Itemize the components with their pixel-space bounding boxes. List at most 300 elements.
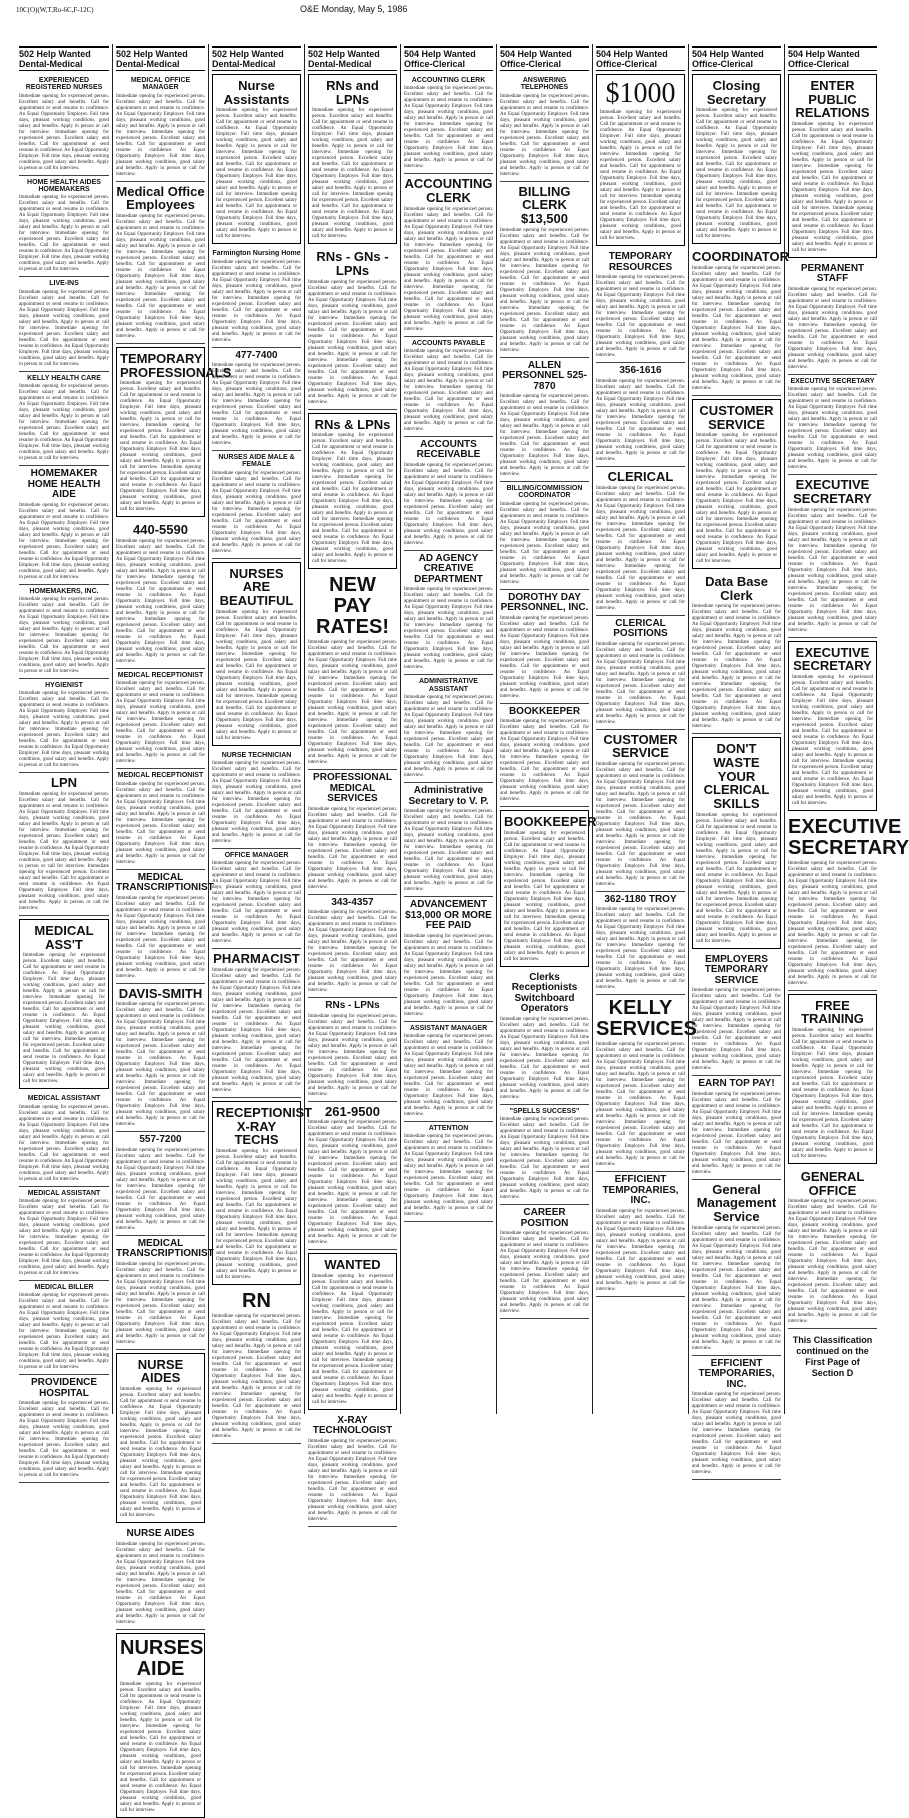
ad-body-text: Immediate opening for experienced person. Excellent salary and benefits. Call for appointment or send resume in confidence. An Equal Opportunity Employer. Full time days, pleasant working conditions, good salary and benefits. Apply in person or call for interview. Immediate opening for experienced person. Excellent salary and benefits. Call for appointment or send resume in confidence. An Equal Opportunity Employer. Full time days, pleasant working conditions, good salary and benefits. Apply in person or call for interview. xyxy=(19,1401,109,1479)
classified-ad xyxy=(308,1102,397,1251)
ad-headline: KELLY HEALTH CARE xyxy=(27,374,101,382)
classified-ad xyxy=(308,1253,397,1410)
page-code: 10C(O)(W,T,Ro-6C,F-12C) xyxy=(16,6,94,14)
classified-ad xyxy=(308,998,397,1102)
classified-ad xyxy=(500,590,589,704)
ad-headline: MEDICAL ASSISTANT xyxy=(27,1189,101,1197)
ad-body-text: Immediate opening for experienced person. Excellent salary and benefits. Call for appointment or send resume in confidence. An Equal Opportunity Employer. Full time days, pleasant working conditions, good salary and benefits. Apply in person or call for interview. Immediate opening for experienced person. Excellent salary and benefits. Call for appointment or send resume in confidence. An Equal Opportunity Employer. Full time days, pleasant working conditions, good salary and benefits. Apply in person or call for interview. Immediate opening for experienced person. Excellent salary and benefits. Call for appointment or send resume in confidence. An Equal Opportunity Employer. Full time days, pleasant working conditions, good salary and benefits. Apply in person or call for interview. xyxy=(596,1042,685,1168)
ad-headline: MEDICAL RECEPTIONIST xyxy=(117,772,204,780)
classified-ad xyxy=(116,1353,205,1523)
ad-body-text: Immediate opening for experienced person. Excellent salary and benefits. Call for appointment or send resume in confidence. An Equal Opportunity Employer. Full time days, pleasant working conditions, good salary and benefits. Apply in person or call for interview. Immediate opening for experienced person. Excellent salary and benefits. Call for appointment or send resume in confidence. An Equal Opportunity Employer. Full time days, pleasant working conditions, good salary and benefits. Apply in person or call for interview. xyxy=(19,1198,109,1276)
classified-ad xyxy=(404,1022,493,1122)
category-label: Help Wanted Office-Clerical xyxy=(692,49,764,69)
category-label: Help Wanted Office-Clerical xyxy=(596,49,668,69)
category-header xyxy=(500,46,589,71)
ad-headline: MEDICAL TRANSCRIPTIONIST xyxy=(116,871,214,894)
classified-ad xyxy=(19,773,109,916)
ad-headline: Administrative Secretary to V. P. xyxy=(408,785,489,807)
ad-headline: BILLING/COMMISSION COORDINATOR xyxy=(506,485,583,500)
ad-body-text: Immediate opening for experienced person. Excellent salary and benefits. Call for appointment or send resume in confidence. An Equal Opportunity Employer. Full time days, pleasant working conditions, good salary and benefits. Apply in person or call for interview. Immediate opening for experienced person. Excellent salary and benefits. Call for appointment or send resume in confidence. An Equal Opportunity Employer. Full time days, pleasant working conditions, good salary and benefits. Apply in person or call for interview. xyxy=(788,387,877,471)
ad-body-text: Immediate opening for experienced person. Excellent salary and benefits. Call for appointment or send resume in confidence. An Equal Opportunity Employer. Full time days, pleasant working conditions, good salary and benefits. Apply in person or call for interview. Immediate opening for experienced person. Excellent salary and benefits. Call for appointment or send resume in confidence. An Equal Opportunity Employer. Full time days, pleasant working conditions, good salary and benefits. Apply in person or call for interview. Immediate opening for experienced person. Excellent salary and benefits. Call for appointment or send resume in confidence. An Equal Opportunity Employer. Full time days, pleasant working conditions, good salary and benefits. Apply in person or call for interview. xyxy=(504,830,585,962)
classified-ad xyxy=(596,730,685,892)
classified-ad xyxy=(404,675,493,783)
ad-body-text: Immediate opening for experienced person. Excellent salary and benefits. Call for appointment or send resume in confidence. An Equal Opportunity Employer. Full time days, pleasant working conditions, good salary and benefits. Apply in person or call for interview. Immediate opening for experienced person. Excellent salary and benefits. Call for appointment or send resume in confidence. An Equal Opportunity Employer. Full time days, pleasant working conditions, good salary and benefits. Apply in person or call for interview. xyxy=(404,809,493,893)
classified-ad xyxy=(500,704,589,808)
ad-headline: 362-1180 TROY xyxy=(604,893,677,905)
ad-headline: COORDINATOR xyxy=(692,249,790,265)
ad-body-text: Immediate opening for experienced person. Excellent salary and benefits. Call for appointment or send resume in confidence. An Equal Opportunity Employer. Full time days, pleasant working conditions, good salary and benefits. Apply in person or call for interview. Immediate opening for experienced person. Excellent salary and benefits. Call for appointment or send resume in confidence. An Equal Opportunity Employer. Full time days, pleasant working conditions, good salary and benefits. Apply in person or call for interview. xyxy=(19,289,109,367)
ad-body-text: Immediate opening for experienced person. Excellent salary and benefits. Call for appointment or send resume in confidence. An Equal Opportunity Employer. Full time days, pleasant working conditions, good salary and benefits. Apply in person or call for interview. Immediate opening for experienced person. Excellent salary and benefits. Call for appointment or send resume in confidence. An Equal Opportunity Employer. Full time days, pleasant working conditions, good salary and benefits. Apply in person or call for interview. xyxy=(404,86,493,170)
classified-columns xyxy=(16,44,909,1813)
classified-ad xyxy=(500,970,589,1105)
ad-body-text: Immediate opening for experienced person. Excellent salary and benefits. Call for appointment or send resume in confidence. An Equal Opportunity Employer. Full time days, pleasant working conditions, good salary and benefits. Apply in person or call for interview. Immediate opening for experienced person. Excellent salary and benefits. Call for appointment or send resume in confidence. An Equal Opportunity Employer. Full time days, pleasant working conditions, good salary and benefits. Apply in person or call for interview. xyxy=(500,501,589,585)
ad-headline: EXECUTIVE SECRETARY xyxy=(793,477,872,506)
ad-body-text: Immediate opening for experienced person. Excellent salary and benefits. Call for appointment or send resume in confidence. An Equal Opportunity Employer. Full time days, pleasant working conditions, good salary and benefits. Apply in person or call for interview. Immediate opening for experienced person. Excellent salary and benefits. Call for appointment or send resume in confidence. An Equal Opportunity Employer. Full time days, pleasant working conditions, good salary and benefits. Apply in person or call for interview. Immediate opening for experienced person. Excellent salary and benefits. Call for appointment or send resume in confidence. An Equal Opportunity Employer. Full time days, pleasant working conditions, good salary and benefits. Apply in person or call for interview. xyxy=(312,1273,393,1405)
ad-headline: NURSES AIDE MALE & FEMALE xyxy=(218,454,295,469)
classified-ad xyxy=(212,348,301,452)
ad-body-text: Immediate opening for experienced person. Excellent salary and benefits. Call for appointment or send resume in confidence. An Equal Opportunity Employer. Full time days, pleasant working conditions, good salary and benefits. Apply in person or call for interview. Immediate opening for experienced person. Excellent salary and benefits. Call for appointment or send resume in confidence. An Equal Opportunity Employer. Full time days, pleasant working conditions, good salary and benefits. Apply in person or call for interview. xyxy=(212,861,301,945)
ad-headline: EXECUTIVE SECRETARY xyxy=(793,644,872,674)
category-label: Help Wanted Office-Clerical xyxy=(404,49,476,69)
category-label: Help Wanted Office-Clerical xyxy=(788,49,860,69)
classified-ad xyxy=(116,984,205,1133)
classified-ad xyxy=(212,749,301,849)
classified-ad xyxy=(596,616,685,730)
ad-body-text: Immediate opening for experienced person. Excellent salary and benefits. Call for appointment or send resume in confidence. An Equal Opportunity Employer. Full time days, pleasant working conditions, good salary and benefits. Apply in person or call for interview. Immediate opening for experienced person. Excellent salary and benefits. Call for appointment or send resume in confidence. An Equal Opportunity Employer. Full time days, pleasant working conditions, good salary and benefits. Apply in person or call for interview. xyxy=(116,1541,205,1625)
classified-ad xyxy=(788,74,877,258)
ad-body-text: Immediate opening for experienced person. Excellent salary and benefits. Call for appointment or send resume in confidence. An Equal Opportunity Employer. Full time days, pleasant working conditions, good salary and benefits. Apply in person or call for interview. Immediate opening for experienced person. Excellent salary and benefits. Call for appointment or send resume in confidence. An Equal Opportunity Employer. Full time days, pleasant working conditions, good salary and benefits. Apply in person or call for interview. xyxy=(19,93,109,171)
classified-ad xyxy=(19,466,109,585)
category-label: Help Wanted Dental-Medical xyxy=(212,49,284,69)
classified-ad xyxy=(116,1526,205,1630)
ad-body-text: Immediate opening for experienced person. Excellent salary and benefits. Call for appointment or send resume in confidence. An Equal Opportunity Employer. Full time days, pleasant working conditions, good salary and benefits. Apply in person or call for interview. Immediate opening for experienced person. Excellent salary and benefits. Call for appointment or send resume in confidence. An Equal Opportunity Employer. Full time days, pleasant working conditions, good salary and benefits. Apply in person or call for interview. xyxy=(596,907,685,991)
ad-headline: "SPELLS SUCCESS" xyxy=(509,1107,580,1115)
ad-body-text: Immediate opening for experienced person. Excellent salary and benefits. Call for appointment or send resume in confidence. An Equal Opportunity Employer. Full time days, pleasant working conditions, good salary and benefits. Apply in person or call for interview. Immediate opening for experienced person. Excellent salary and benefits. Call for appointment or send resume in confidence. An Equal Opportunity Employer. Full time days, pleasant working conditions, good salary and benefits. Apply in person or call for interview. Immediate opening for experienced person. Excellent salary and benefits. Call for appointment or send resume in confidence. An Equal Opportunity Employer. Full time days, pleasant working conditions, good salary and benefits. Apply in person or call for interview. xyxy=(216,108,297,240)
classified-ad xyxy=(19,585,109,679)
ad-headline: ACCOUNTS PAYABLE xyxy=(411,339,486,347)
ad-body-text: Immediate opening for experienced person. Excellent salary and benefits. Call for appointment or send resume in confidence. An Equal Opportunity Employer. Full time days, pleasant working conditions, good salary and benefits. Apply in person or call for interview. Immediate opening for experienced person. Excellent salary and benefits. Call for appointment or send resume in confidence. An Equal Opportunity Employer. Full time days, pleasant working conditions, good salary and benefits. Apply in person or call for interview. xyxy=(116,681,205,765)
ad-headline: EARN TOP PAY! xyxy=(698,1078,775,1090)
classified-ad xyxy=(212,562,301,746)
ad-headline: NURSES AIDE xyxy=(120,1636,204,1680)
classified-ad xyxy=(500,74,589,182)
ad-body-text: Immediate opening for experienced person. Excellent salary and benefits. Call for appointment or send resume in confidence. An Equal Opportunity Employer. Full time days, pleasant working conditions, good salary and benefits. Apply in person or call for interview. Immediate opening for experienced person. Excellent salary and benefits. Call for appointment or send resume in confidence. An Equal Opportunity Employer. Full time days, pleasant working conditions, good salary and benefits. Apply in person or call for interview. xyxy=(19,195,109,273)
classified-ad xyxy=(212,247,301,347)
ad-body-text: Immediate opening for experienced person. Excellent salary and benefits. Call for appointment or send resume in confidence. An Equal Opportunity Employer. Full time days, pleasant working conditions, good salary and benefits. Apply in person or call for interview. Immediate opening for experienced person. Excellent salary and benefits. Call for appointment or send resume in confidence. An Equal Opportunity Employer. Full time days, pleasant working conditions, good salary and benefits. Apply in person or call for interview. xyxy=(19,1293,109,1371)
ad-headline: PERMANENT STAFF xyxy=(800,262,865,285)
ad-headline: CAREER POSITION xyxy=(520,1207,569,1229)
category-header xyxy=(692,46,781,71)
classified-ad xyxy=(212,74,301,244)
classified-ad xyxy=(116,74,205,182)
ad-headline: CLERICAL POSITIONS xyxy=(613,617,668,640)
classified-ad xyxy=(308,413,397,570)
classified-column xyxy=(400,44,496,1414)
classified-ad xyxy=(500,482,589,590)
ad-body-text: Immediate opening for experienced person. Excellent salary and benefits. Call for appointment or send resume in confidence. An Equal Opportunity Employer. Full time days, pleasant working conditions, good salary and benefits. Apply in person or call for interview. Immediate opening for experienced person. Excellent salary and benefits. Call for appointment or send resume in confidence. An Equal Opportunity Employer. Full time days, pleasant working conditions, good salary and benefits. Apply in person or call for interview. Immediate opening for experienced person. Excellent salary and benefits. Call for appointment or send resume in confidence. An Equal Opportunity Employer. Full time days, pleasant working conditions, good salary and benefits. Apply in person or call for interview. xyxy=(308,1120,397,1246)
ad-headline: ADVANCEMENT $13,000 OR MORE FEE PAID xyxy=(405,899,492,932)
classified-ad xyxy=(308,1413,397,1527)
ad-headline: RN xyxy=(242,1289,271,1312)
ad-headline: MEDICAL TRANSCRIPTIONIST xyxy=(116,1237,214,1260)
classified-ad xyxy=(116,1132,205,1236)
ad-headline: MEDICAL ASS'T xyxy=(34,922,94,952)
classified-ad xyxy=(692,74,781,244)
ad-headline: DAVIS-SMITH xyxy=(118,985,203,1001)
ad-headline: BOOKKEEPER xyxy=(504,814,597,830)
ad-headline: MEDICAL BILLER xyxy=(34,1283,94,1291)
ad-body-text: Immediate opening for experienced person. Excellent salary and benefits. Call for appointment or send resume in confidence. An Equal Opportunity Employer. Full time days, pleasant working conditions, good salary and benefits. Apply in person or call for interview. Immediate opening for experienced person. Excellent salary and benefits. Call for appointment or send resume in confidence. An Equal Opportunity Employer. Full time days, pleasant working conditions, good salary and benefits. Apply in person or call for interview. xyxy=(19,691,109,769)
ad-headline: BILLING CLERK $13,500 xyxy=(518,183,571,226)
ad-headline: MEDICAL ASSISTANT xyxy=(27,1095,101,1103)
ad-headline: 477-7400 xyxy=(235,349,278,361)
ad-headline: ADMINISTRATIVE ASSISTANT xyxy=(419,678,478,693)
ad-body-text: Immediate opening for experienced person. Excellent salary and benefits. Call for appointment or send resume in confidence. An Equal Opportunity Employer. Full time days, pleasant working conditions, good salary and benefits. Apply in person or call for interview. Immediate opening for experienced person. Excellent salary and benefits. Call for appointment or send resume in confidence. An Equal Opportunity Employer. Full time days, pleasant working conditions, good salary and benefits. Apply in person or call for interview. xyxy=(308,910,397,994)
ad-body-text: Immediate opening for experienced person. Excellent salary and benefits. Call for appointment or send resume in confidence. An Equal Opportunity Employer. Full time days, pleasant working conditions, good salary and benefits. Apply in person or call for interview. Immediate opening for experienced person. Excellent salary and benefits. Call for appointment or send resume in confidence. An Equal Opportunity Employer. Full time days, pleasant working conditions, good salary and benefits. Apply in person or call for interview. xyxy=(19,384,109,462)
ad-headline: HOME HEALTH AIDES HOMEMAKERS xyxy=(27,178,101,194)
ad-body-text: Immediate opening for experienced person. Excellent salary and benefits. Call for appointment or send resume in confidence. An Equal Opportunity Employer. Full time days, pleasant working conditions, good salary and benefits. Apply in person or call for interview. Immediate opening for experienced person. Excellent salary and benefits. Call for appointment or send resume in confidence. An Equal Opportunity Employer. Full time days, pleasant working conditions, good salary and benefits. Apply in person or call for interview. xyxy=(308,1013,397,1097)
ad-headline: ACCOUNTING CLERK xyxy=(404,176,493,205)
classified-ad xyxy=(308,572,397,770)
ad-body-text: Immediate opening for experienced person. Excellent salary and benefits. Call for appointment or send resume in confidence. An Equal Opportunity Employer. Full time days, pleasant working conditions, good salary and benefits. Apply in person or call for interview. Immediate opening for experienced person. Excellent salary and benefits. Call for appointment or send resume in confidence. An Equal Opportunity Employer. Full time days, pleasant working conditions, good salary and benefits. Apply in person or call for interview. xyxy=(19,596,109,674)
ad-body-text: Immediate opening for experienced person. Excellent salary and benefits. Call for appointment or send resume in confidence. An Equal Opportunity Employer. Full time days, pleasant working conditions, good salary and benefits. Apply in person or call for interview. Immediate opening for experienced person. Excellent salary and benefits. Call for appointment or send resume in confidence. An Equal Opportunity Employer. Full time days, pleasant working conditions, good salary and benefits. Apply in person or call for interview. xyxy=(500,1231,589,1315)
ad-headline: ACCOUNTING CLERK xyxy=(411,77,486,84)
classified-ad xyxy=(404,1122,493,1222)
ad-body-text: Immediate opening for experienced person. Excellent salary and benefits. Call for appointment or send resume in confidence. An Equal Opportunity Employer. Full time days, pleasant working conditions, good salary and benefits. Apply in person or call for interview. Immediate opening for experienced person. Excellent salary and benefits. Call for appointment or send resume in confidence. An Equal Opportunity Employer. Full time days, pleasant working conditions, good salary and benefits. Apply in person or call for interview. xyxy=(500,93,589,177)
continuation-note: This Classification continued on the First Page of Section D xyxy=(792,1335,873,1379)
ad-body-text: Immediate opening for experienced person. Excellent salary and benefits. Call for appointment or send resume in confidence. An Equal Opportunity Employer. Full time days, pleasant working conditions, good salary and benefits. Apply in person or call for interview. Immediate opening for experienced person. Excellent salary and benefits. Call for appointment or send resume in confidence. An Equal Opportunity Employer. Full time days, pleasant working conditions, good salary and benefits. Apply in person or call for interview. Immediate opening for experienced person. Excellent salary and benefits. Call for appointment or send resume in confidence. An Equal Opportunity Employer. Full time days, pleasant working conditions, good salary and benefits. Apply in person or call for interview. xyxy=(696,812,777,944)
ad-body-text: Immediate opening for experienced person. Excellent salary and benefits. Call for appointment or send resume in confidence. An Equal Opportunity Employer. Full time days, pleasant working conditions, good salary and benefits. Apply in person or call for interview. Immediate opening for experienced person. Excellent salary and benefits. Call for appointment or send resume in confidence. An Equal Opportunity Employer. Full time days, pleasant working conditions, good salary and benefits. Apply in person or call for interview. xyxy=(596,641,685,725)
ad-headline: $1000 xyxy=(605,78,676,109)
ad-body-text: Immediate opening for experienced person. Excellent salary and benefits. Call for appointment or send resume in confidence. An Equal Opportunity Employer. Full time days, pleasant working conditions, good salary and benefits. Apply in person or call for interview. Immediate opening for experienced person. Excellent salary and benefits. Call for appointment or send resume in confidence. An Equal Opportunity Employer. Full time days, pleasant working conditions, good salary and benefits. Apply in person or call for interview. xyxy=(788,286,877,370)
ad-headline: 261-9500 xyxy=(325,1103,380,1119)
ad-body-text: Immediate opening for experienced person. Excellent salary and benefits. Call for appointment or send resume in confidence. An Equal Opportunity Employer. Full time days, pleasant working conditions, good salary and benefits. Apply in person or call for interview. Immediate opening for experienced person. Excellent salary and benefits. Call for appointment or send resume in confidence. An Equal Opportunity Employer. Full time days, pleasant working conditions, good salary and benefits. Apply in person or call for interview. xyxy=(404,1034,493,1117)
ad-headline: EXECUTIVE SECRETARY xyxy=(788,815,909,859)
category-label: Help Wanted Dental-Medical xyxy=(116,49,188,69)
ad-body-text: Immediate opening for experienced person. Excellent salary and benefits. Call for appointment or send resume in confidence. An Equal Opportunity Employer. Full time days, pleasant working conditions, good salary and benefits. Apply in person or call for interview. Immediate opening for experienced person. Excellent salary and benefits. Call for appointment or send resume in confidence. An Equal Opportunity Employer. Full time days, pleasant working conditions, good salary and benefits. Apply in person or call for interview. xyxy=(404,1134,493,1218)
ad-body-text: Immediate opening for experienced person. Excellent salary and benefits. Call for appointment or send resume in confidence. An Equal Opportunity Employer. Full time days, pleasant working conditions, good salary and benefits. Apply in person or call for interview. Immediate opening for experienced person. Excellent salary and benefits. Call for appointment or send resume in confidence. An Equal Opportunity Employer. Full time days, pleasant working conditions, good salary and benefits. Apply in person or call for interview. Immediate opening for experienced person. Excellent salary and benefits. Call for appointment or send resume in confidence. An Equal Opportunity Employer. Full time days, pleasant working conditions, good salary and benefits. Apply in person or call for interview. xyxy=(120,1387,201,1518)
classified-ad xyxy=(19,679,109,773)
ad-headline: NURSE AIDES xyxy=(126,1528,195,1539)
ad-headline: Data Base Clerk xyxy=(705,574,768,603)
ad-body-text: Immediate opening for experienced person. Excellent salary and benefits. Call for appointment or send resume in confidence. An Equal Opportunity Employer. Full time days, pleasant working conditions, good salary and benefits. Apply in person or call for interview. Immediate opening for experienced person. Excellent salary and benefits. Call for appointment or send resume in confidence. An Equal Opportunity Employer. Full time days, pleasant working conditions, good salary and benefits. Apply in person or call for interview. Immediate opening for experienced person. Excellent salary and benefits. Call for appointment or send resume in confidence. An Equal Opportunity Employer. Full time days, pleasant working conditions, good salary and benefits. Apply in person or call for interview. xyxy=(308,279,397,405)
ad-body-text: Immediate opening for experienced person. Excellent salary and benefits. Call for appointment or send resume in confidence. An Equal Opportunity Employer. Full time days, pleasant working conditions, good salary and benefits. Apply in person or call for interview. Immediate opening for experienced person. Excellent salary and benefits. Call for appointment or send resume in confidence. An Equal Opportunity Employer. Full time days, pleasant working conditions, good salary and benefits. Apply in person or call for interview. Immediate opening for experienced person. Excellent salary and benefits. Call for appointment or send resume in confidence. An Equal Opportunity Employer. Full time days, pleasant working conditions, good salary and benefits. Apply in person or call for interview. xyxy=(116,213,205,339)
classified-ad xyxy=(500,810,597,967)
ad-headline: ALLEN PERSONNEL 525-7870 xyxy=(502,359,587,392)
ad-headline: NEW PAY RATES! xyxy=(316,574,389,639)
ad-body-text: Immediate opening for experienced person. Excellent salary and benefits. Call for appointment or send resume in confidence. An Equal Opportunity Employer. Full time days, pleasant working conditions, good salary and benefits. Apply in person or call for interview. Immediate opening for experienced person. Excellent salary and benefits. Call for appointment or send resume in confidence. An Equal Opportunity Employer. Full time days, pleasant working conditions, good salary and benefits. Apply in person or call for interview. Immediate opening for experienced person. Excellent salary and benefits. Call for appointment or send resume in confidence. An Equal Opportunity Employer. Full time days, pleasant working conditions, good salary and benefits. Apply in person or call for interview. xyxy=(116,538,205,664)
classified-ad xyxy=(788,641,877,811)
ad-headline: CUSTOMER SERVICE xyxy=(603,731,678,761)
category-header xyxy=(404,46,493,71)
ad-body-text: Immediate opening for experienced person. Excellent salary and benefits. Call for appointment or send resume in confidence. An Equal Opportunity Employer. Full time days, pleasant working conditions, good salary and benefits. Apply in person or call for interview. Immediate opening for experienced person. Excellent salary and benefits. Call for appointment or send resume in confidence. An Equal Opportunity Employer. Full time days, pleasant working conditions, good salary and benefits. Apply in person or call for interview. Immediate opening for experienced person. Excellent salary and benefits. Call for appointment or send resume in confidence. An Equal Opportunity Employer. Full time days, pleasant working conditions, good salary and benefits. Apply in person or call for interview. xyxy=(692,1225,781,1351)
ad-headline: DOROTHY DAY PERSONNEL, INC. xyxy=(500,591,589,614)
classified-ad xyxy=(212,451,301,559)
classified-ad xyxy=(19,372,109,466)
classified-ad xyxy=(404,783,493,897)
ad-body-text: Immediate opening for experienced person. Excellent salary and benefits. Call for appointment or send resume in confidence. An Equal Opportunity Employer. Full time days, pleasant working conditions, good salary and benefits. Apply in person or call for interview. Immediate opening for experienced person. Excellent salary and benefits. Call for appointment or send resume in confidence. An Equal Opportunity Employer. Full time days, pleasant working conditions, good salary and benefits. Apply in person or call for interview. xyxy=(404,587,493,671)
classified-ad xyxy=(404,174,493,336)
ad-headline: RNs & LPNs xyxy=(314,416,391,432)
ad-headline: Closing Secretary xyxy=(706,78,767,107)
ad-headline: Medical Office Employees xyxy=(116,183,205,213)
classified-ad xyxy=(116,182,205,344)
ad-headline: PHARMACIST xyxy=(213,951,300,967)
ad-headline: EXECUTIVE SECRETARY xyxy=(790,377,875,385)
classified-column xyxy=(592,44,697,1414)
ad-body-text: Immediate opening for experienced person. Excellent salary and benefits. Call for appointment or send resume in confidence. An Equal Opportunity Employer. Full time days, pleasant working conditions, good salary and benefits. Apply in person or call for interview. Immediate opening for experienced person. Excellent salary and benefits. Call for appointment or send resume in confidence. An Equal Opportunity Employer. Full time days, pleasant working conditions, good salary and benefits. Apply in person or call for interview. Immediate opening for experienced person. Excellent salary and benefits. Call for appointment or send resume in confidence. An Equal Opportunity Employer. Full time days, pleasant working conditions, good salary and benefits. Apply in person or call for interview. xyxy=(216,1148,297,1280)
category-number: 502 xyxy=(212,49,230,59)
classified-column xyxy=(496,44,597,1414)
classified-column xyxy=(16,44,112,1479)
classified-ad xyxy=(404,337,493,437)
classified-ad xyxy=(116,1236,214,1350)
category-header xyxy=(308,46,397,71)
category-number: 502 xyxy=(308,49,326,59)
classified-ad xyxy=(692,572,781,734)
ad-body-text: Immediate opening for experienced person. Excellent salary and benefits. Call for appointment or send resume in confidence. An Equal Opportunity Employer. Full time days, pleasant working conditions, good salary and benefits. Apply in person or call for interview. Immediate opening for experienced person. Excellent salary and benefits. Call for appointment or send resume in confidence. An Equal Opportunity Employer. Full time days, pleasant working conditions, good salary and benefits. Apply in person or call for interview. Immediate opening for experienced person. Excellent salary and benefits. Call for appointment or send resume in confidence. An Equal Opportunity Employer. Full time days, pleasant working conditions, good salary and benefits. Apply in person or call for interview. xyxy=(788,1199,877,1325)
ad-body-text: Immediate opening for experienced person. Excellent salary and benefits. Call for appointment or send resume in confidence. An Equal Opportunity Employer. Full time days, pleasant working conditions, good salary and benefits. Apply in person or call for interview. Immediate opening for experienced person. Excellent salary and benefits. Call for appointment or send resume in confidence. An Equal Opportunity Employer. Full time days, pleasant working conditions, good salary and benefits. Apply in person or call for interview. Immediate opening for experienced person. Excellent salary and benefits. Call for appointment or send resume in confidence. An Equal Opportunity Employer. Full time days, pleasant working conditions, good salary and benefits. Apply in person or call for interview. xyxy=(596,485,685,611)
ad-headline: NURSES ARE BEAUTIFUL xyxy=(219,565,294,609)
classified-ad xyxy=(692,247,790,396)
ad-body-text: Immediate opening for experienced person. Excellent salary and benefits. Call for appointment or send resume in confidence. An Equal Opportunity Employer. Full time days, pleasant working conditions, good salary and benefits. Apply in person or call for interview. Immediate opening for experienced person. Excellent salary and benefits. Call for appointment or send resume in confidence. An Equal Opportunity Employer. Full time days, pleasant working conditions, good salary and benefits. Apply in person or call for interview. xyxy=(404,695,493,779)
ad-body-text: Immediate opening for experienced person. Excellent salary and benefits. Call for appointment or send resume in confidence. An Equal Opportunity Employer. Full time days, pleasant working conditions, good salary and benefits. Apply in person or call for interview. Immediate opening for experienced person. Excellent salary and benefits. Call for appointment or send resume in confidence. An Equal Opportunity Employer. Full time days, pleasant working conditions, good salary and benefits. Apply in person or call for interview. Immediate opening for experienced person. Excellent salary and benefits. Call for appointment or send resume in confidence. An Equal Opportunity Employer. Full time days, pleasant working conditions, good salary and benefits. Apply in person or call for interview. xyxy=(120,1681,201,1813)
category-number: 502 xyxy=(19,49,37,59)
classified-ad xyxy=(500,1205,589,1319)
ad-headline: NURSE TECHNICIAN xyxy=(221,751,292,759)
ad-body-text: Immediate opening for experienced person. Excellent salary and benefits. Call for appointment or send resume in confidence. An Equal Opportunity Employer. Full time days, pleasant working conditions, good salary and benefits. Apply in person or call for interview. Immediate opening for experienced person. Excellent salary and benefits. Call for appointment or send resume in confidence. An Equal Opportunity Employer. Full time days, pleasant working conditions, good salary and benefits. Apply in person or call for interview. xyxy=(692,1392,781,1476)
classified-ad xyxy=(212,949,301,1098)
classified-ad xyxy=(116,870,214,984)
ad-headline: EFFICIENT TEMPORARIES, INC. xyxy=(698,1357,775,1390)
ad-headline: HOMEMAKER HOME HEALTH AIDE xyxy=(27,468,101,501)
ad-headline: ENTER PUBLIC RELATIONS xyxy=(795,78,870,121)
category-label: Help Wanted Office-Clerical xyxy=(500,49,572,69)
ad-body-text: Immediate opening for experienced person. Excellent salary and benefits. Call for appointment or send resume in confidence. An Equal Opportunity Employer. Full time days, pleasant working conditions, good salary and benefits. Apply in person or call for interview. Immediate opening for experienced person. Excellent salary and benefits. Call for appointment or send resume in confidence. An Equal Opportunity Employer. Full time days, pleasant working conditions, good salary and benefits. Apply in person or call for interview. Immediate opening for experienced person. Excellent salary and benefits. Call for appointment or send resume in confidence. An Equal Opportunity Employer. Full time days, pleasant working conditions, good salary and benefits. Apply in person or call for interview. xyxy=(600,110,681,242)
category-label: Help Wanted Dental-Medical xyxy=(308,49,380,69)
ad-headline: PROFESSIONAL MEDICAL SERVICES xyxy=(313,772,392,805)
ad-headline: KELLY SERVICES xyxy=(596,997,697,1041)
ad-headline: Farmington Nursing Home xyxy=(212,250,301,258)
category-header xyxy=(596,46,685,71)
classified-ad xyxy=(596,892,685,996)
classified-ad xyxy=(19,1092,109,1186)
classified-ad xyxy=(116,669,205,769)
ad-body-text: Immediate opening for experienced person. Excellent salary and benefits. Call for appointment or send resume in confidence. An Equal Opportunity Employer. Full time days, pleasant working conditions, good salary and benefits. Apply in person or call for interview. Immediate opening for experienced person. Excellent salary and benefits. Call for appointment or send resume in confidence. An Equal Opportunity Employer. Full time days, pleasant working conditions, good salary and benefits. Apply in person or call for interview. xyxy=(116,895,205,979)
ad-headline: AD AGENCY CREATIVE DEPARTMENT xyxy=(414,552,483,585)
ad-body-text: Immediate opening for experienced person. Excellent salary and benefits. Call for appointment or send resume in confidence. An Equal Opportunity Employer. Full time days, pleasant working conditions, good salary and benefits. Apply in person or call for interview. Immediate opening for experienced person. Excellent salary and benefits. Call for appointment or send resume in confidence. An Equal Opportunity Employer. Full time days, pleasant working conditions, good salary and benefits. Apply in person or call for interview. xyxy=(404,933,493,1017)
ad-body-text: Immediate opening for experienced person. Excellent salary and benefits. Call for appointment or send resume in confidence. An Equal Opportunity Employer. Full time days, pleasant working conditions, good salary and benefits. Apply in person or call for interview. Immediate opening for experienced person. Excellent salary and benefits. Call for appointment or send resume in confidence. An Equal Opportunity Employer. Full time days, pleasant working conditions, good salary and benefits. Apply in person or call for interview. Immediate opening for experienced person. Excellent salary and benefits. Call for appointment or send resume in confidence. An Equal Opportunity Employer. Full time days, pleasant working conditions, good salary and benefits. Apply in person or call for interview. xyxy=(216,609,297,741)
ad-headline: ACCOUNTS RECEIVABLE xyxy=(416,438,481,461)
classified-ad xyxy=(788,814,909,991)
classified-column xyxy=(208,44,313,1439)
classified-ad xyxy=(212,1288,301,1444)
classified-ad xyxy=(19,277,109,371)
ad-headline: ANSWERING TELEPHONES xyxy=(520,77,569,92)
ad-body-text: Immediate opening for experienced person. Excellent salary and benefits. Call for appointment or send resume in confidence. An Equal Opportunity Employer. Full time days, pleasant working conditions, good salary and benefits. Apply in person or call for interview. Immediate opening for experienced person. Excellent salary and benefits. Call for appointment or send resume in confidence. An Equal Opportunity Employer. Full time days, pleasant working conditions, good salary and benefits. Apply in person or call for interview. Immediate opening for experienced person. Excellent salary and benefits. Call for appointment or send resume in confidence. An Equal Opportunity Employer. Full time days, pleasant working conditions, good salary and benefits. Apply in person or call for interview. xyxy=(500,227,589,353)
classified-ad xyxy=(308,247,397,409)
classified-ad xyxy=(404,897,493,1022)
ad-body-text: Immediate opening for experienced person. Excellent salary and benefits. Call for appointment or send resume in confidence. An Equal Opportunity Employer. Full time days, pleasant working conditions, good salary and benefits. Apply in person or call for interview. Immediate opening for experienced person. Excellent salary and benefits. Call for appointment or send resume in confidence. An Equal Opportunity Employer. Full time days, pleasant working conditions, good salary and benefits. Apply in person or call for interview. Immediate opening for experienced person. Excellent salary and benefits. Call for appointment or send resume in confidence. An Equal Opportunity Employer. Full time days, pleasant working conditions, good salary and benefits. Apply in person or call for interview. xyxy=(23,953,105,1085)
ad-body-text: Immediate opening for experienced person. Excellent salary and benefits. Call for appointment or send resume in confidence. An Equal Opportunity Employer. Full time days, pleasant working conditions, good salary and benefits. Apply in person or call for interview. Immediate opening for experienced person. Excellent salary and benefits. Call for appointment or send resume in confidence. An Equal Opportunity Employer. Full time days, pleasant working conditions, good salary and benefits. Apply in person or call for interview. Immediate opening for experienced person. Excellent salary and benefits. Call for appointment or send resume in confidence. An Equal Opportunity Employer. Full time days, pleasant working conditions, good salary and benefits. Apply in person or call for interview. xyxy=(692,604,781,730)
ad-body-text: Immediate opening for experienced person. Excellent salary and benefits. Call for appointment or send resume in confidence. An Equal Opportunity Employer. Full time days, pleasant working conditions, good salary and benefits. Apply in person or call for interview. Immediate opening for experienced person. Excellent salary and benefits. Call for appointment or send resume in confidence. An Equal Opportunity Employer. Full time days, pleasant working conditions, good salary and benefits. Apply in person or call for interview. Immediate opening for experienced person. Excellent salary and benefits. Call for appointment or send resume in confidence. An Equal Opportunity Employer. Full time days, pleasant working conditions, good salary and benefits. Apply in person or call for interview. xyxy=(788,507,877,633)
classified-ad xyxy=(19,919,109,1089)
classified-ad xyxy=(788,375,877,475)
category-header xyxy=(788,46,877,71)
ad-body-text: Immediate opening for experienced person. Excellent salary and benefits. Call for appointment or send resume in confidence. An Equal Opportunity Employer. Full time days, pleasant working conditions, good salary and benefits. Apply in person or call for interview. Immediate opening for experienced person. Excellent salary and benefits. Call for appointment or send resume in confidence. An Equal Opportunity Employer. Full time days, pleasant working conditions, good salary and benefits. Apply in person or call for interview. Immediate opening for experienced person. Excellent salary and benefits. Call for appointment or send resume in confidence. An Equal Opportunity Employer. Full time days, pleasant working conditions, good salary and benefits. Apply in person or call for interview. xyxy=(116,1002,205,1128)
ad-body-text: Immediate opening for experienced person. Excellent salary and benefits. Call for appointment or send resume in confidence. An Equal Opportunity Employer. Full time days, pleasant working conditions, good salary and benefits. Apply in person or call for interview. Immediate opening for experienced person. Excellent salary and benefits. Call for appointment or send resume in confidence. An Equal Opportunity Employer. Full time days, pleasant working conditions, good salary and benefits. Apply in person or call for interview. Immediate opening for experienced person. Excellent salary and benefits. Call for appointment or send resume in confidence. An Equal Opportunity Employer. Full time days, pleasant working conditions, good salary and benefits. Apply in person or call for interview. xyxy=(120,381,201,513)
ad-body-text: Immediate opening for experienced person. Excellent salary and benefits. Call for appointment or send resume in confidence. An Equal Opportunity Employer. Full time days, pleasant working conditions, good salary and benefits. Apply in person or call for interview. Immediate opening for experienced person. Excellent salary and benefits. Call for appointment or send resume in confidence. An Equal Opportunity Employer. Full time days, pleasant working conditions, good salary and benefits. Apply in person or call for interview. Immediate opening for experienced person. Excellent salary and benefits. Call for appointment or send resume in confidence. An Equal Opportunity Employer. Full time days, pleasant working conditions, good salary and benefits. Apply in person or call for interview. xyxy=(19,791,109,911)
ad-body-text: Immediate opening for experienced person. Excellent salary and benefits. Call for appointment or send resume in confidence. An Equal Opportunity Employer. Full time days, pleasant working conditions, good salary and benefits. Apply in person or call for interview. Immediate opening for experienced person. Excellent salary and benefits. Call for appointment or send resume in confidence. An Equal Opportunity Employer. Full time days, pleasant working conditions, good salary and benefits. Apply in person or call for interview. xyxy=(212,761,301,845)
classified-ad xyxy=(692,1180,781,1356)
classified-ad xyxy=(596,249,685,363)
ad-headline: MEDICAL RECEPTIONIST xyxy=(117,671,204,679)
classified-ad xyxy=(788,994,877,1164)
ad-headline: TEMPORARY PROFESSIONALS xyxy=(120,350,232,380)
ad-body-text: Immediate opening for experienced person. Excellent salary and benefits. Call for appointment or send resume in confidence. An Equal Opportunity Employer. Full time days, pleasant working conditions, good salary and benefits. Apply in person or call for interview. Immediate opening for experienced person. Excellent salary and benefits. Call for appointment or send resume in confidence. An Equal Opportunity Employer. Full time days, pleasant working conditions, good salary and benefits. Apply in person or call for interview. Immediate opening for experienced person. Excellent salary and benefits. Call for appointment or send resume in confidence. An Equal Opportunity Employer. Full time days, pleasant working conditions, good salary and benefits. Apply in person or call for interview. xyxy=(312,108,393,240)
ad-body-text: Immediate opening for experienced person. Excellent salary and benefits. Call for appointment or send resume in confidence. An Equal Opportunity Employer. Full time days, pleasant working conditions, good salary and benefits. Apply in person or call for interview. Immediate opening for experienced person. Excellent salary and benefits. Call for appointment or send resume in confidence. An Equal Opportunity Employer. Full time days, pleasant working conditions, good salary and benefits. Apply in person or call for interview. xyxy=(596,275,685,359)
classified-ad xyxy=(308,895,397,999)
classified-ad xyxy=(116,520,205,669)
classified-ad xyxy=(212,849,301,949)
category-label: Help Wanted Dental-Medical xyxy=(19,49,91,69)
ad-headline: GENERAL OFFICE xyxy=(800,1169,865,1198)
ad-headline: BOOKKEEPER xyxy=(508,705,581,717)
ad-body-text: Immediate opening for experienced person. Excellent salary and benefits. Call for appointment or send resume in confidence. An Equal Opportunity Employer. Full time days, pleasant working conditions, good salary and benefits. Apply in person or call for interview. Immediate opening for experienced person. Excellent salary and benefits. Call for appointment or send resume in confidence. An Equal Opportunity Employer. Full time days, pleasant working conditions, good salary and benefits. Apply in person or call for interview. xyxy=(19,502,109,580)
ad-headline: Clerks Receptionists Switchboard Operators xyxy=(511,971,578,1015)
ad-body-text: Immediate opening for experienced person. Excellent salary and benefits. Call for appointment or send resume in confidence. An Equal Opportunity Employer. Full time days, pleasant working conditions, good salary and benefits. Apply in person or call for interview. Immediate opening for experienced person. Excellent salary and benefits. Call for appointment or send resume in confidence. An Equal Opportunity Employer. Full time days, pleasant working conditions, good salary and benefits. Apply in person or call for interview. xyxy=(404,462,493,546)
page-date-line: O&E Monday, May 5, 1986 xyxy=(300,4,408,14)
classified-ad xyxy=(19,176,109,278)
classified-ad xyxy=(404,551,493,676)
ad-headline: ATTENTION xyxy=(428,1125,469,1132)
ad-headline: EXPERIENCED REGISTERED NURSES xyxy=(25,77,103,92)
ad-headline: RNs - GNs - LPNs xyxy=(316,249,389,278)
ad-headline: WANTED xyxy=(324,1257,381,1273)
category-number: 504 xyxy=(692,49,710,59)
ad-body-text: Immediate opening for experienced person. Excellent salary and benefits. Call for appointment or send resume in confidence. An Equal Opportunity Employer. Full time days, pleasant working conditions, good salary and benefits. Apply in person or call for interview. Immediate opening for experienced person. Excellent salary and benefits. Call for appointment or send resume in confidence. An Equal Opportunity Employer. Full time days, pleasant working conditions, good salary and benefits. Apply in person or call for interview. xyxy=(500,1016,589,1100)
ad-body-text: Immediate opening for experienced person. Excellent salary and benefits. Call for appointment or send resume in confidence. An Equal Opportunity Employer. Full time days, pleasant working conditions, good salary and benefits. Apply in person or call for interview. Immediate opening for experienced person. Excellent salary and benefits. Call for appointment or send resume in confidence. An Equal Opportunity Employer. Full time days, pleasant working conditions, good salary and benefits. Apply in person or call for interview. Immediate opening for experienced person. Excellent salary and benefits. Call for appointment or send resume in confidence. An Equal Opportunity Employer. Full time days, pleasant working conditions, good salary and benefits. Apply in person or call for interview. xyxy=(404,206,493,332)
ad-body-text: Immediate opening for experienced person. Excellent salary and benefits. Call for appointment or send resume in confidence. An Equal Opportunity Employer. Full time days, pleasant working conditions, good salary and benefits. Apply in person or call for interview. Immediate opening for experienced person. Excellent salary and benefits. Call for appointment or send resume in confidence. An Equal Opportunity Employer. Full time days, pleasant working conditions, good salary and benefits. Apply in person or call for interview. Immediate opening for experienced person. Excellent salary and benefits. Call for appointment or send resume in confidence. An Equal Opportunity Employer. Full time days, pleasant working conditions, good salary and benefits. Apply in person or call for interview. xyxy=(692,265,781,391)
ad-body-text: Immediate opening for experienced person. Excellent salary and benefits. Call for appointment or send resume in confidence. An Equal Opportunity Employer. Full time days, pleasant working conditions, good salary and benefits. Apply in person or call for interview. Immediate opening for experienced person. Excellent salary and benefits. Call for appointment or send resume in confidence. An Equal Opportunity Employer. Full time days, pleasant working conditions, good salary and benefits. Apply in person or call for interview. Immediate opening for experienced person. Excellent salary and benefits. Call for appointment or send resume in confidence. An Equal Opportunity Employer. Full time days, pleasant working conditions, good salary and benefits. Apply in person or call for interview. xyxy=(696,108,777,240)
ad-headline: General Management Service xyxy=(696,1181,777,1224)
classified-ad xyxy=(19,1281,109,1375)
classified-ad xyxy=(692,1076,781,1180)
ad-headline: 557-7200 xyxy=(139,1134,182,1146)
ad-headline: 440-5590 xyxy=(133,522,188,538)
ad-body-text: Immediate opening for experienced person. Excellent salary and benefits. Call for appointment or send resume in confidence. An Equal Opportunity Employer. Full time days, pleasant working conditions, good salary and benefits. Apply in person or call for interview. Immediate opening for experienced person. Excellent salary and benefits. Call for appointment or send resume in confidence. An Equal Opportunity Employer. Full time days, pleasant working conditions, good salary and benefits. Apply in person or call for interview. xyxy=(500,719,589,803)
ad-headline: TEMPORARY RESOURCES xyxy=(608,251,673,273)
classified-ad xyxy=(692,952,781,1077)
ad-headline: EFFICIENT TEMPORARIES, INC. xyxy=(602,1174,679,1207)
category-header xyxy=(212,46,301,71)
ad-body-text: Immediate opening for experienced person. Excellent salary and benefits. Call for appointment or send resume in confidence. An Equal Opportunity Employer. Full time days, pleasant working conditions, good salary and benefits. Apply in person or call for interview. Immediate opening for experienced person. Excellent salary and benefits. Call for appointment or send resume in confidence. An Equal Opportunity Employer. Full time days, pleasant working conditions, good salary and benefits. Apply in person or call for interview. Immediate opening for experienced person. Excellent salary and benefits. Call for appointment or send resume in confidence. An Equal Opportunity Employer. Full time days, pleasant working conditions, good salary and benefits. Apply in person or call for interview. xyxy=(788,860,877,986)
ad-body-text: Immediate opening for experienced person. Excellent salary and benefits. Call for appointment or send resume in confidence. An Equal Opportunity Employer. Full time days, pleasant working conditions, good salary and benefits. Apply in person or call for interview. Immediate opening for experienced person. Excellent salary and benefits. Call for appointment or send resume in confidence. An Equal Opportunity Employer. Full time days, pleasant working conditions, good salary and benefits. Apply in person or call for interview. Immediate opening for experienced person. Excellent salary and benefits. Call for appointment or send resume in confidence. An Equal Opportunity Employer. Full time days, pleasant working conditions, good salary and benefits. Apply in person or call for interview. xyxy=(312,433,393,565)
ad-headline: RNs and LPNs xyxy=(326,78,379,107)
classified-column xyxy=(304,44,400,1522)
classified-ad xyxy=(596,363,685,467)
classified-ad xyxy=(596,74,685,246)
category-number: 504 xyxy=(500,49,518,59)
classified-ad xyxy=(308,74,397,244)
ad-headline: EMPLOYERS TEMPORARY SERVICE xyxy=(704,953,769,986)
ad-body-text: Immediate opening for experienced person. Excellent salary and benefits. Call for appointment or send resume in confidence. An Equal Opportunity Employer. Full time days, pleasant working conditions, good salary and benefits. Apply in person or call for interview. Immediate opening for experienced person. Excellent salary and benefits. Call for appointment or send resume in confidence. An Equal Opportunity Employer. Full time days, pleasant working conditions, good salary and benefits. Apply in person or call for interview. xyxy=(116,1147,205,1231)
ad-headline: 343-4357 xyxy=(331,896,374,908)
classified-ad xyxy=(212,1101,313,1285)
ad-body-text: Immediate opening for experienced person. Excellent salary and benefits. Call for appointment or send resume in confidence. An Equal Opportunity Employer. Full time days, pleasant working conditions, good salary and benefits. Apply in person or call for interview. Immediate opening for experienced person. Excellent salary and benefits. Call for appointment or send resume in confidence. An Equal Opportunity Employer. Full time days, pleasant working conditions, good salary and benefits. Apply in person or call for interview. xyxy=(596,378,685,462)
category-number: 504 xyxy=(596,49,614,59)
ad-headline: HYGIENIST xyxy=(45,681,83,689)
ad-headline: DON'T WASTE YOUR CLERICAL SKILLS xyxy=(703,741,770,812)
classified-ad xyxy=(788,1167,877,1329)
ad-body-text: Immediate opening for experienced person. Excellent salary and benefits. Call for appointment or send resume in confidence. An Equal Opportunity Employer. Full time days, pleasant working conditions, good salary and benefits. Apply in person or call for interview. Immediate opening for experienced person. Excellent salary and benefits. Call for appointment or send resume in confidence. An Equal Opportunity Employer. Full time days, pleasant working conditions, good salary and benefits. Apply in person or call for interview. xyxy=(212,259,301,343)
ad-body-text: Immediate opening for experienced person. Excellent salary and benefits. Call for appointment or send resume in confidence. An Equal Opportunity Employer. Full time days, pleasant working conditions, good salary and benefits. Apply in person or call for interview. Immediate opening for experienced person. Excellent salary and benefits. Call for appointment or send resume in confidence. An Equal Opportunity Employer. Full time days, pleasant working conditions, good salary and benefits. Apply in person or call for interview. Immediate opening for experienced person. Excellent salary and benefits. Call for appointment or send resume in confidence. An Equal Opportunity Employer. Full time days, pleasant working conditions, good salary and benefits. Apply in person or call for interview. xyxy=(596,761,685,887)
ad-body-text: Immediate opening for experienced person. Excellent salary and benefits. Call for appointment or send resume in confidence. An Equal Opportunity Employer. Full time days, pleasant working conditions, good salary and benefits. Apply in person or call for interview. Immediate opening for experienced person. Excellent salary and benefits. Call for appointment or send resume in confidence. An Equal Opportunity Employer. Full time days, pleasant working conditions, good salary and benefits. Apply in person or call for interview. xyxy=(212,363,301,447)
classified-column xyxy=(112,44,232,1813)
classified-ad xyxy=(308,770,397,895)
ad-body-text: Immediate opening for experienced person. Excellent salary and benefits. Call for appointment or send resume in confidence. An Equal Opportunity Employer. Full time days, pleasant working conditions, good salary and benefits. Apply in person or call for interview. Immediate opening for experienced person. Excellent salary and benefits. Call for appointment or send resume in confidence. An Equal Opportunity Employer. Full time days, pleasant working conditions, good salary and benefits. Apply in person or call for interview. Immediate opening for experienced person. Excellent salary and benefits. Call for appointment or send resume in confidence. An Equal Opportunity Employer. Full time days, pleasant working conditions, good salary and benefits. Apply in person or call for interview. xyxy=(792,1028,873,1160)
ad-headline: RNs - LPNs xyxy=(325,1000,380,1012)
ad-headline: ASSISTANT MANAGER xyxy=(409,1024,488,1032)
classified-ad xyxy=(596,995,697,1172)
category-header xyxy=(116,46,205,71)
classified-ad xyxy=(500,1105,589,1205)
ad-body-text: Immediate opening for experienced person. Excellent salary and benefits. Call for appointment or send resume in confidence. An Equal Opportunity Employer. Full time days, pleasant working conditions, good salary and benefits. Apply in person or call for interview. Immediate opening for experienced person. Excellent salary and benefits. Call for appointment or send resume in confidence. An Equal Opportunity Employer. Full time days, pleasant working conditions, good salary and benefits. Apply in person or call for interview. xyxy=(116,781,205,865)
classified-ad xyxy=(692,1356,781,1481)
classified-ad xyxy=(692,399,781,569)
ad-headline: MEDICAL OFFICE MANAGER xyxy=(130,77,191,92)
ad-body-text: Immediate opening for experienced person. Excellent salary and benefits. Call for appointment or send resume in confidence. An Equal Opportunity Employer. Full time days, pleasant working conditions, good salary and benefits. Apply in person or call for interview. Immediate opening for experienced person. Excellent salary and benefits. Call for appointment or send resume in confidence. An Equal Opportunity Employer. Full time days, pleasant working conditions, good salary and benefits. Apply in person or call for interview. xyxy=(116,1261,205,1345)
classified-ad xyxy=(404,437,493,551)
ad-headline: LIVE-INS xyxy=(49,280,79,288)
classified-ad xyxy=(116,347,232,517)
ad-headline: RECEPTIONIST X-RAY TECHS xyxy=(216,1105,313,1148)
category-number: 502 xyxy=(116,49,134,59)
classified-ad xyxy=(19,1187,109,1281)
classified-ad xyxy=(692,737,781,948)
ad-headline: FREE TRAINING xyxy=(801,997,864,1027)
classified-ad xyxy=(500,358,589,483)
ad-body-text: Immediate opening for experienced person. Excellent salary and benefits. Call for appointment or send resume in confidence. An Equal Opportunity Employer. Full time days, pleasant working conditions, good salary and benefits. Apply in person or call for interview. Immediate opening for experienced person. Excellent salary and benefits. Call for appointment or send resume in confidence. An Equal Opportunity Employer. Full time days, pleasant working conditions, good salary and benefits. Apply in person or call for interview. Immediate opening for experienced person. Excellent salary and benefits. Call for appointment or send resume in confidence. An Equal Opportunity Employer. Full time days, pleasant working conditions, good salary and benefits. Apply in person or call for interview. xyxy=(696,433,777,565)
ad-headline: CUSTOMER SERVICE xyxy=(699,402,774,432)
ad-headline: OFFICE MANAGER xyxy=(224,852,289,860)
classified-ad xyxy=(404,74,493,174)
page-header xyxy=(0,0,884,22)
ad-body-text: Immediate opening for experienced person. Excellent salary and benefits. Call for appointment or send resume in confidence. An Equal Opportunity Employer. Full time days, pleasant working conditions, good salary and benefits. Apply in person or call for interview. Immediate opening for experienced person. Excellent salary and benefits. Call for appointment or send resume in confidence. An Equal Opportunity Employer. Full time days, pleasant working conditions, good salary and benefits. Apply in person or call for interview. xyxy=(596,1208,685,1292)
classified-ad xyxy=(596,1172,685,1297)
classified-ad xyxy=(19,1375,109,1483)
category-number: 504 xyxy=(404,49,422,59)
ad-headline: NURSE AIDES xyxy=(137,1356,184,1386)
ad-body-text: Immediate opening for experienced person. Excellent salary and benefits. Call for appointment or send resume in confidence. An Equal Opportunity Employer. Full time days, pleasant working conditions, good salary and benefits. Apply in person or call for interview. Immediate opening for experienced person. Excellent salary and benefits. Call for appointment or send resume in confidence. An Equal Opportunity Employer. Full time days, pleasant working conditions, good salary and benefits. Apply in person or call for interview. Immediate opening for experienced person. Excellent salary and benefits. Call for appointment or send resume in confidence. An Equal Opportunity Employer. Full time days, pleasant working conditions, good salary and benefits. Apply in person or call for interview. xyxy=(308,640,397,766)
classified-column xyxy=(688,44,790,1476)
ad-body-text: Immediate opening for experienced person. Excellent salary and benefits. Call for appointment or send resume in confidence. An Equal Opportunity Employer. Full time days, pleasant working conditions, good salary and benefits. Apply in person or call for interview. Immediate opening for experienced person. Excellent salary and benefits. Call for appointment or send resume in confidence. An Equal Opportunity Employer. Full time days, pleasant working conditions, good salary and benefits. Apply in person or call for interview. xyxy=(212,470,301,554)
ad-body-text: Immediate opening for experienced person. Excellent salary and benefits. Call for appointment or send resume in confidence. An Equal Opportunity Employer. Full time days, pleasant working conditions, good salary and benefits. Apply in person or call for interview. Immediate opening for experienced person. Excellent salary and benefits. Call for appointment or send resume in confidence. An Equal Opportunity Employer. Full time days, pleasant working conditions, good salary and benefits. Apply in person or call for interview. xyxy=(308,806,397,890)
ad-body-text: Immediate opening for experienced person. Excellent salary and benefits. Call for appointment or send resume in confidence. An Equal Opportunity Employer. Full time days, pleasant working conditions, good salary and benefits. Apply in person or call for interview. Immediate opening for experienced person. Excellent salary and benefits. Call for appointment or send resume in confidence. An Equal Opportunity Employer. Full time days, pleasant working conditions, good salary and benefits. Apply in person or call for interview. xyxy=(404,348,493,432)
classified-ad xyxy=(116,1633,205,1818)
ad-body-text: Immediate opening for experienced person. Excellent salary and benefits. Call for appointment or send resume in confidence. An Equal Opportunity Employer. Full time days, pleasant working conditions, good salary and benefits. Apply in person or call for interview. Immediate opening for experienced person. Excellent salary and benefits. Call for appointment or send resume in confidence. An Equal Opportunity Employer. Full time days, pleasant working conditions, good salary and benefits. Apply in person or call for interview. xyxy=(500,394,589,478)
ad-body-text: Immediate opening for experienced person. Excellent salary and benefits. Call for appointment or send resume in confidence. An Equal Opportunity Employer. Full time days, pleasant working conditions, good salary and benefits. Apply in person or call for interview. Immediate opening for experienced person. Excellent salary and benefits. Call for appointment or send resume in confidence. An Equal Opportunity Employer. Full time days, pleasant working conditions, good salary and benefits. Apply in person or call for interview. Immediate opening for experienced person. Excellent salary and benefits. Call for appointment or send resume in confidence. An Equal Opportunity Employer. Full time days, pleasant working conditions, good salary and benefits. Apply in person or call for interview. xyxy=(792,674,873,806)
ad-body-text: Immediate opening for experienced person. Excellent salary and benefits. Call for appointment or send resume in confidence. An Equal Opportunity Employer. Full time days, pleasant working conditions, good salary and benefits. Apply in person or call for interview. Immediate opening for experienced person. Excellent salary and benefits. Call for appointment or send resume in confidence. An Equal Opportunity Employer. Full time days, pleasant working conditions, good salary and benefits. Apply in person or call for interview. xyxy=(116,93,205,177)
ad-body-text: Immediate opening for experienced person. Excellent salary and benefits. Call for appointment or send resume in confidence. An Equal Opportunity Employer. Full time days, pleasant working conditions, good salary and benefits. Apply in person or call for interview. Immediate opening for experienced person. Excellent salary and benefits. Call for appointment or send resume in confidence. An Equal Opportunity Employer. Full time days, pleasant working conditions, good salary and benefits. Apply in person or call for interview. xyxy=(500,1117,589,1201)
ad-body-text: Immediate opening for experienced person. Excellent salary and benefits. Call for appointment or send resume in confidence. An Equal Opportunity Employer. Full time days, pleasant working conditions, good salary and benefits. Apply in person or call for interview. Immediate opening for experienced person. Excellent salary and benefits. Call for appointment or send resume in confidence. An Equal Opportunity Employer. Full time days, pleasant working conditions, good salary and benefits. Apply in person or call for interview. xyxy=(500,615,589,699)
classified-ad xyxy=(19,74,109,176)
ad-headline: LPN xyxy=(51,775,77,791)
ad-headline: Nurse Assistants xyxy=(223,78,290,107)
category-header xyxy=(19,46,109,71)
classified-ad xyxy=(788,475,877,637)
ad-headline: HOMEMAKERS, INC. xyxy=(29,587,99,595)
